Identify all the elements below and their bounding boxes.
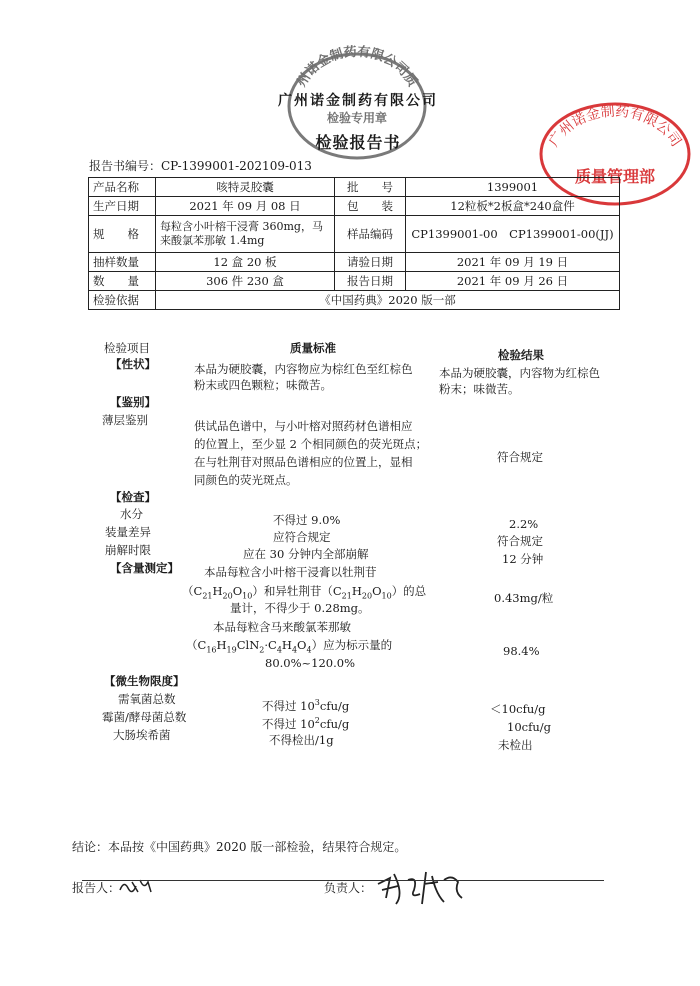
tlc-result: 符合规定 xyxy=(497,450,543,464)
header-result: 检验结果 xyxy=(498,348,544,362)
quantity-value: 306 件 230 盒 xyxy=(156,272,335,291)
t: O xyxy=(297,638,307,652)
t: H xyxy=(351,584,362,598)
assay2-standard-3: 80.0%~120.0% xyxy=(265,656,356,670)
micro-std-mold xyxy=(262,713,349,732)
t: H xyxy=(216,638,227,652)
t: ）的总 xyxy=(391,584,427,598)
product-label: 产品名称 xyxy=(89,178,156,197)
report-date-value: 2021 年 09 月 26 日 xyxy=(406,272,620,291)
report-number: 报告书编号：CP-1399001-202109-013 xyxy=(89,159,312,173)
t: ）应为标示量的 xyxy=(311,638,393,652)
basis-value: 《中国药典》2020 版一部 xyxy=(156,291,620,310)
t: 10 xyxy=(381,591,392,601)
header-item: 检验项目 xyxy=(104,341,150,355)
batch-value: 1399001 xyxy=(406,178,620,197)
check-result-moisture: 2.2% xyxy=(509,517,539,531)
micro-item-aerobic: 需氧菌总数 xyxy=(118,692,176,706)
sampling-value: 12 盒 20 板 xyxy=(156,253,335,272)
quantity-label: 数 量 xyxy=(89,272,156,291)
conclusion: 结论：本品按《中国药典》2020 版一部检验，结果符合规定。 xyxy=(72,840,407,854)
section-content: 【含量测定】 xyxy=(110,561,179,575)
micro-item-ecoli: 大肠埃希菌 xyxy=(113,728,171,742)
t: 4 xyxy=(291,645,298,655)
assay2-standard-1: 本品每粒含马来酸氯苯那敏 xyxy=(213,620,351,634)
tlc-item: 薄层鉴别 xyxy=(102,413,148,427)
micro-result-aerobic: ＜10cfu/g xyxy=(490,702,546,716)
responsible-signature-icon xyxy=(374,864,470,910)
check-item-disintegration: 崩解时限 xyxy=(105,543,151,557)
t: 3 xyxy=(314,698,320,707)
tlc-standard-4: 同颜色的荧光斑点。 xyxy=(194,473,298,487)
spec-label: 规 格 xyxy=(89,216,156,253)
section-identify: 【鉴别】 xyxy=(110,395,156,409)
t: 20 xyxy=(361,591,373,601)
seal-ring-text-2: 广州诺金制药有限公司 xyxy=(546,103,684,150)
trait-result-2: 粉末；味微苦。 xyxy=(439,382,520,396)
trait-result-1: 本品为硬胶囊，内容物为红棕色 xyxy=(439,366,600,380)
tlc-standard-3: 在与牡荆苷对照品色谱相应的位置上，显相 xyxy=(194,455,413,469)
check-item-weight: 装量差异 xyxy=(105,525,151,539)
header-standard: 质量标准 xyxy=(290,341,336,355)
t: H xyxy=(212,584,223,598)
check-std-moisture: 不得过 9.0% xyxy=(273,513,341,527)
t: O xyxy=(372,584,382,598)
t: 16 xyxy=(206,645,217,655)
assay1-standard-1: 本品每粒含小叶榕干浸膏以牡荆苷 xyxy=(204,565,377,579)
page-title: 检验报告书 xyxy=(315,133,401,152)
t: O xyxy=(232,584,243,598)
assay1-result: 0.43mg/粒 xyxy=(494,591,554,605)
responsible-label: 负责人： xyxy=(324,881,373,895)
assay2-result: 98.4% xyxy=(503,644,540,658)
t: 2 xyxy=(259,645,265,655)
t: 21 xyxy=(341,591,352,601)
t: 2 xyxy=(314,716,320,725)
tlc-standard-1: 供试品色谱中，与小叶榕对照药材色谱相应 xyxy=(194,419,413,433)
check-result-weight: 符合规定 xyxy=(497,534,543,548)
spec-value: 每粒含小叶榕干浸膏 360mg，马来酸氯苯那敏 1.4mg xyxy=(156,216,335,253)
tlc-standard-2: 的位置上，至少显 2 个相同颜色的荧光斑点； xyxy=(194,437,428,451)
assay1-standard-3: 量计，不得少于 0.28mg。 xyxy=(230,601,370,615)
section-check: 【检查】 xyxy=(110,490,156,504)
reporter-label: 报告人： xyxy=(72,881,121,895)
check-std-weight: 应符合规定 xyxy=(273,530,331,544)
t: 4 xyxy=(276,645,282,655)
seal-center-text: 检验专用章 xyxy=(326,111,388,125)
micro-result-mold: 10cfu/g xyxy=(507,720,551,734)
report-date-label: 报告日期 xyxy=(335,272,406,291)
trait-standard-2: 粉末或四色颗粒；味微苦。 xyxy=(194,378,332,392)
trait-standard-1: 本品为硬胶囊，内容物应为棕红色至红棕色 xyxy=(194,362,413,376)
t: 不得过 10 xyxy=(262,698,315,713)
t: 21 xyxy=(202,591,213,601)
prod-date-label: 生产日期 xyxy=(89,197,156,216)
micro-item-mold: 霉菌/酵母菌总数 xyxy=(102,710,187,724)
t: 19 xyxy=(226,645,237,655)
request-date-label: 请验日期 xyxy=(335,253,406,272)
t: 不得过 10 xyxy=(262,716,315,731)
seal-center-text-2: 质量管理部 xyxy=(574,167,656,186)
t: （C xyxy=(186,638,207,652)
pack-label: 包 装 xyxy=(335,197,406,216)
t: cfu/g xyxy=(319,698,350,713)
sample-value: CP1399001-00 CP1399001-00(JJ) xyxy=(406,216,620,253)
pack-value: 12粒板*2板盒*240盒件 xyxy=(406,197,620,216)
micro-std-ecoli xyxy=(269,732,334,748)
prod-date-value: 2021 年 09 月 08 日 xyxy=(156,197,335,216)
t: ClN xyxy=(236,638,260,652)
basis-label: 检验依据 xyxy=(89,291,156,310)
t: 10 xyxy=(242,591,253,601)
svg-text:广州诺金制药有限公司 xyxy=(546,104,684,150)
info-table xyxy=(88,177,620,310)
product-value: 咳特灵胶囊 xyxy=(156,178,335,197)
micro-std-aerobic xyxy=(262,695,349,714)
seal-ring-text: 州诺金制药有限公司质 xyxy=(294,44,420,90)
sample-label: 样品编码 xyxy=(335,216,406,253)
t: H xyxy=(281,638,292,652)
t: （C xyxy=(182,584,203,598)
reporter-signature-icon xyxy=(118,876,154,896)
signature-divider xyxy=(82,880,604,881)
company-name: 广州诺金制药有限公司 xyxy=(278,93,438,109)
section-trait: 【性状】 xyxy=(110,357,156,371)
check-result-disintegration: 12 分钟 xyxy=(502,552,544,566)
section-micro: 【微生物限度】 xyxy=(104,674,185,688)
check-std-disintegration: 应在 30 分钟内全部崩解 xyxy=(243,547,369,561)
check-item-moisture: 水分 xyxy=(120,507,143,521)
t: 4 xyxy=(306,645,312,655)
t: ）和异牡荆苷（C xyxy=(252,584,342,598)
sampling-label: 抽样数量 xyxy=(89,253,156,272)
micro-result-ecoli: 未检出 xyxy=(498,738,533,752)
t: cfu/g xyxy=(319,716,350,731)
batch-label: 批 号 xyxy=(335,178,406,197)
t: 不得检出/1g xyxy=(269,733,334,747)
t: 20 xyxy=(222,591,233,601)
request-date-value: 2021 年 09 月 19 日 xyxy=(406,253,620,272)
svg-text:州诺金制药有限公司质 xyxy=(294,44,420,90)
t: ·C xyxy=(264,638,277,652)
